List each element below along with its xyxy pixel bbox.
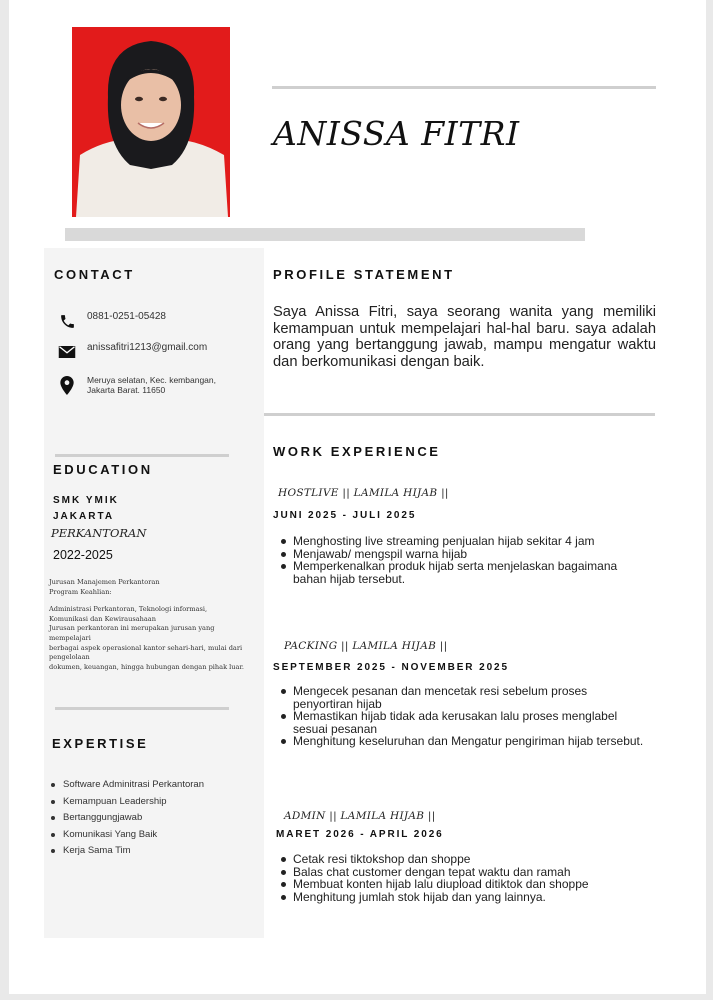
education-description bbox=[49, 578, 261, 672]
job-title: ADMIN || LAMILA HIJAB || bbox=[284, 810, 436, 822]
profile-statement: Saya Anissa Fitri, saya seorang wanita yang memiliki kemampuan untuk mempelajari hal-hal baru. saya adalah orang yang bertanggung jawab, mampu mengatur waktu dan berkomunikasi dengan baik. bbox=[273, 304, 656, 370]
list-item: Balas chat customer dengan tepat waktu dan ramah bbox=[276, 866, 646, 879]
contact-address-row bbox=[57, 375, 237, 395]
envelope-icon bbox=[57, 342, 77, 362]
education-desc-line: Administrasi Perkantoran, Teknologi informasi, bbox=[49, 605, 208, 614]
list-item: Memperkenalkan produk hijab serta menjelaskan bagaimana bahan hijab tersebut. bbox=[276, 560, 646, 585]
job-duties-list bbox=[276, 535, 646, 585]
job-title: PACKING || LAMILA HIJAB || bbox=[284, 640, 448, 652]
expertise-list bbox=[50, 777, 204, 860]
expertise-heading: EXPERTISE bbox=[52, 736, 149, 751]
list-item: Menghitung keseluruhan dan Mengatur pengiriman hijab tersebut. bbox=[276, 735, 646, 748]
list-item: Bertanggungjawab bbox=[50, 810, 204, 827]
job-dates: MARET 2026 - APRIL 2026 bbox=[276, 829, 444, 840]
job-title: HOSTLIVE || LAMILA HIJAB || bbox=[278, 487, 449, 499]
contact-email: anissafitri1213@gmail.com bbox=[87, 342, 208, 353]
work-heading: WORK EXPERIENCE bbox=[273, 444, 441, 459]
education-desc-line: Komunikasi dan Kewirausahaan bbox=[49, 614, 156, 623]
list-item: Menjawab/ mengspil warna hijab bbox=[276, 548, 646, 561]
contact-email-row bbox=[57, 342, 207, 362]
education-school bbox=[53, 493, 119, 525]
education-desc-line: Program Keahlian: bbox=[49, 587, 112, 596]
education-heading: EDUCATION bbox=[53, 462, 153, 477]
education-desc-line: mempelajari bbox=[49, 633, 91, 642]
education-desc-line: Jurusan Manajemen Perkantoran bbox=[49, 578, 160, 586]
header-top-rule bbox=[272, 86, 656, 89]
contact-heading: CONTACT bbox=[54, 267, 135, 282]
phone-icon bbox=[57, 311, 77, 331]
job-dates: JUNI 2025 - JULI 2025 bbox=[273, 510, 417, 521]
job-duties-list bbox=[276, 685, 646, 748]
list-item: Memastikan hijab tidak ada kerusakan lalu proses menglabel sesuai pesanan bbox=[276, 710, 646, 735]
profile-photo-illustration bbox=[72, 27, 230, 217]
list-item: Software Adminitrasi Perkantoran bbox=[50, 777, 204, 794]
list-item: Komunikasi Yang Baik bbox=[50, 827, 204, 844]
location-pin-icon bbox=[57, 375, 77, 395]
education-desc-line: pengelolaan bbox=[49, 653, 90, 662]
education-desc-line: berbagai aspek operasional kantor sehari-hari, mulai dari bbox=[49, 643, 243, 652]
education-desc-line: dokumen, keuangan, hingga hubungan dengan pihak luar. bbox=[49, 662, 244, 671]
education-school-city: JAKARTA bbox=[53, 511, 115, 522]
education-school-name: SMK YMIK bbox=[53, 495, 119, 506]
contact-address: Meruya selatan, Kec. kembangan, Jakarta Barat. 11650 bbox=[87, 375, 216, 396]
education-desc-line: Jurusan perkantoran ini merupakan jurusan yang bbox=[49, 624, 215, 633]
list-item: Menghitung jumlah stok hijab dan yang lainnya. bbox=[276, 891, 646, 904]
candidate-name: ANISSA FITRI bbox=[273, 114, 520, 153]
list-item: Kerja Sama Tim bbox=[50, 843, 204, 860]
education-top-rule bbox=[55, 454, 229, 457]
contact-phone: 0881-0251-05428 bbox=[87, 311, 166, 322]
job-dates: SEPTEMBER 2025 - NOVEMBER 2025 bbox=[273, 662, 509, 673]
job-duties-list bbox=[276, 853, 646, 903]
profile-photo bbox=[72, 27, 230, 217]
list-item: Menghosting live streaming penjualan hijab sekitar 4 jam bbox=[276, 535, 646, 548]
header-divider-bar bbox=[65, 228, 585, 241]
education-years: 2022-2025 bbox=[53, 548, 113, 562]
expertise-top-rule bbox=[55, 707, 229, 710]
profile-heading: PROFILE STATEMENT bbox=[273, 267, 455, 282]
list-item: Mengecek pesanan dan mencetak resi sebelum proses penyortiran hijab bbox=[276, 685, 646, 710]
list-item: Kemampuan Leadership bbox=[50, 794, 204, 811]
work-top-rule bbox=[264, 413, 655, 416]
contact-phone-row bbox=[57, 311, 166, 331]
list-item: Cetak resi tiktokshop dan shoppe bbox=[276, 853, 646, 866]
list-item: Membuat konten hijab lalu diupload ditiktok dan shoppe bbox=[276, 878, 646, 891]
education-major: PERKANTORAN bbox=[51, 526, 147, 540]
